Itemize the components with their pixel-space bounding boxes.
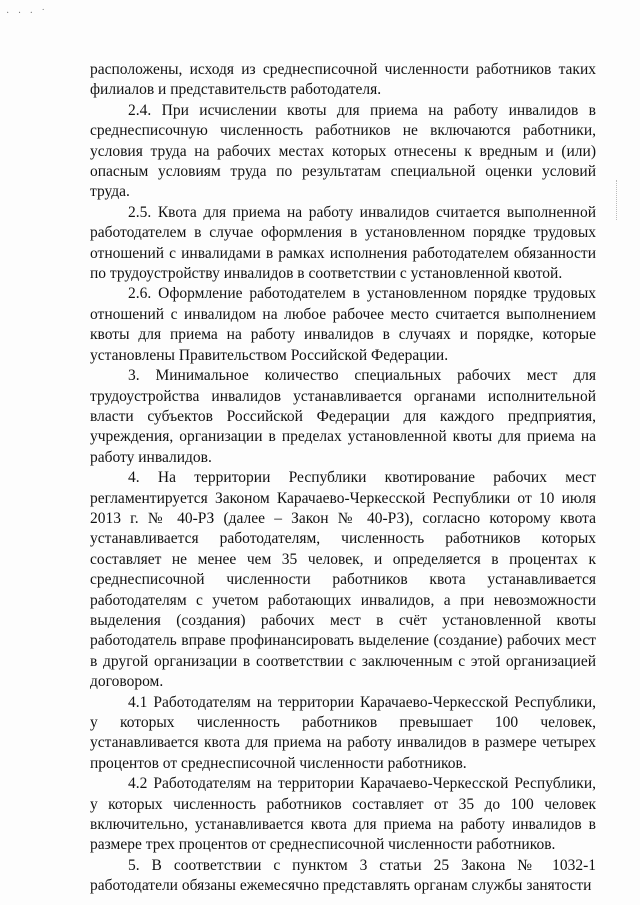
paragraph-4-1: 4.1 Работодателям на территории Карачаево-Черкесской Республики, у которых численность работников превышает 100 человек, устанавливается квота для приема на работу инвалидов в размере четырех процентов от среднесписочной численности работников.	[90, 693, 596, 772]
scan-corner-marks: · · · ˙	[6, 8, 48, 19]
scan-artifact	[616, 180, 618, 220]
paragraph-5: 5. В соответствии с пунктом 3 статьи 25 Закона № 1032-1 работодатели обязаны ежемесячно представлять органам службы занятости	[90, 856, 596, 895]
paragraph-4-2: 4.2 Работодателям на территории Карачаево-Черкесской Республики, у которых численность работников составляет от 35 до 100 человек включительно, устанавливается квота для приема на работу инвалидов в размере трех процентов от среднесписочной численности работников.	[90, 775, 596, 854]
paragraph-2-4: 2.4. При исчислении квоты для приема на работу инвалидов в среднесписочную численность работников не включаются работники, условия труда на рабочих местах которых отнесены к вредным и (или) опасным условиям труда по результатам специальной оценки условий труда.	[90, 101, 596, 201]
paragraph-continuation: расположены, исходя из среднесписочной численности работников таких филиалов и представительств работодателя.	[90, 61, 596, 99]
document-body	[90, 60, 596, 897]
paragraph-3: 3. Минимальное количество специальных рабочих мест для трудоустройства инвалидов устанавливается органами исполнительной власти субъектов Российской Федерации для каждого предприятия, учреждения, организации в пределах установленной квоты для приема на работу инвалидов.	[90, 367, 596, 466]
paragraph-2-5: 2.5. Квота для приема на работу инвалидов считается выполненной работодателем в случае оформления в установленном порядке трудовых отношений с инвалидами в рамках исполнения работодателем обязанности по трудоустройству инвалидов в соответствии с установленной квотой.	[90, 203, 596, 283]
paragraph-2-6: 2.6. Оформление работодателем в установленном порядке трудовых отношений с инвалидом на любое рабочее место считается выполнением квоты для приема на работу инвалидов в случаях и порядке, которые установлены Правительством Российской Федерации.	[90, 285, 596, 364]
paragraph-4: 4. На территории Республики квотирование рабочих мест регламентируется Законом Карачаево-Черкесской Республики от 10 июля 2013 г. № 40-РЗ (далее – Закон № 40-РЗ), согласно которому квота устанавливается работодателям, численность работников которых составляет не менее чем 35 человек, и определяется в процентах к среднесписочной численности работников квота устанавливается работодателям с учетом работающих инвалидов, а при невозможности выделения (создания) рабочих мест в счёт установленной квоты работодатель вправе профинансировать выделение (создание) рабочих мест в другой организации в соответствии с заключенным с этой организацией договором.	[90, 469, 596, 691]
